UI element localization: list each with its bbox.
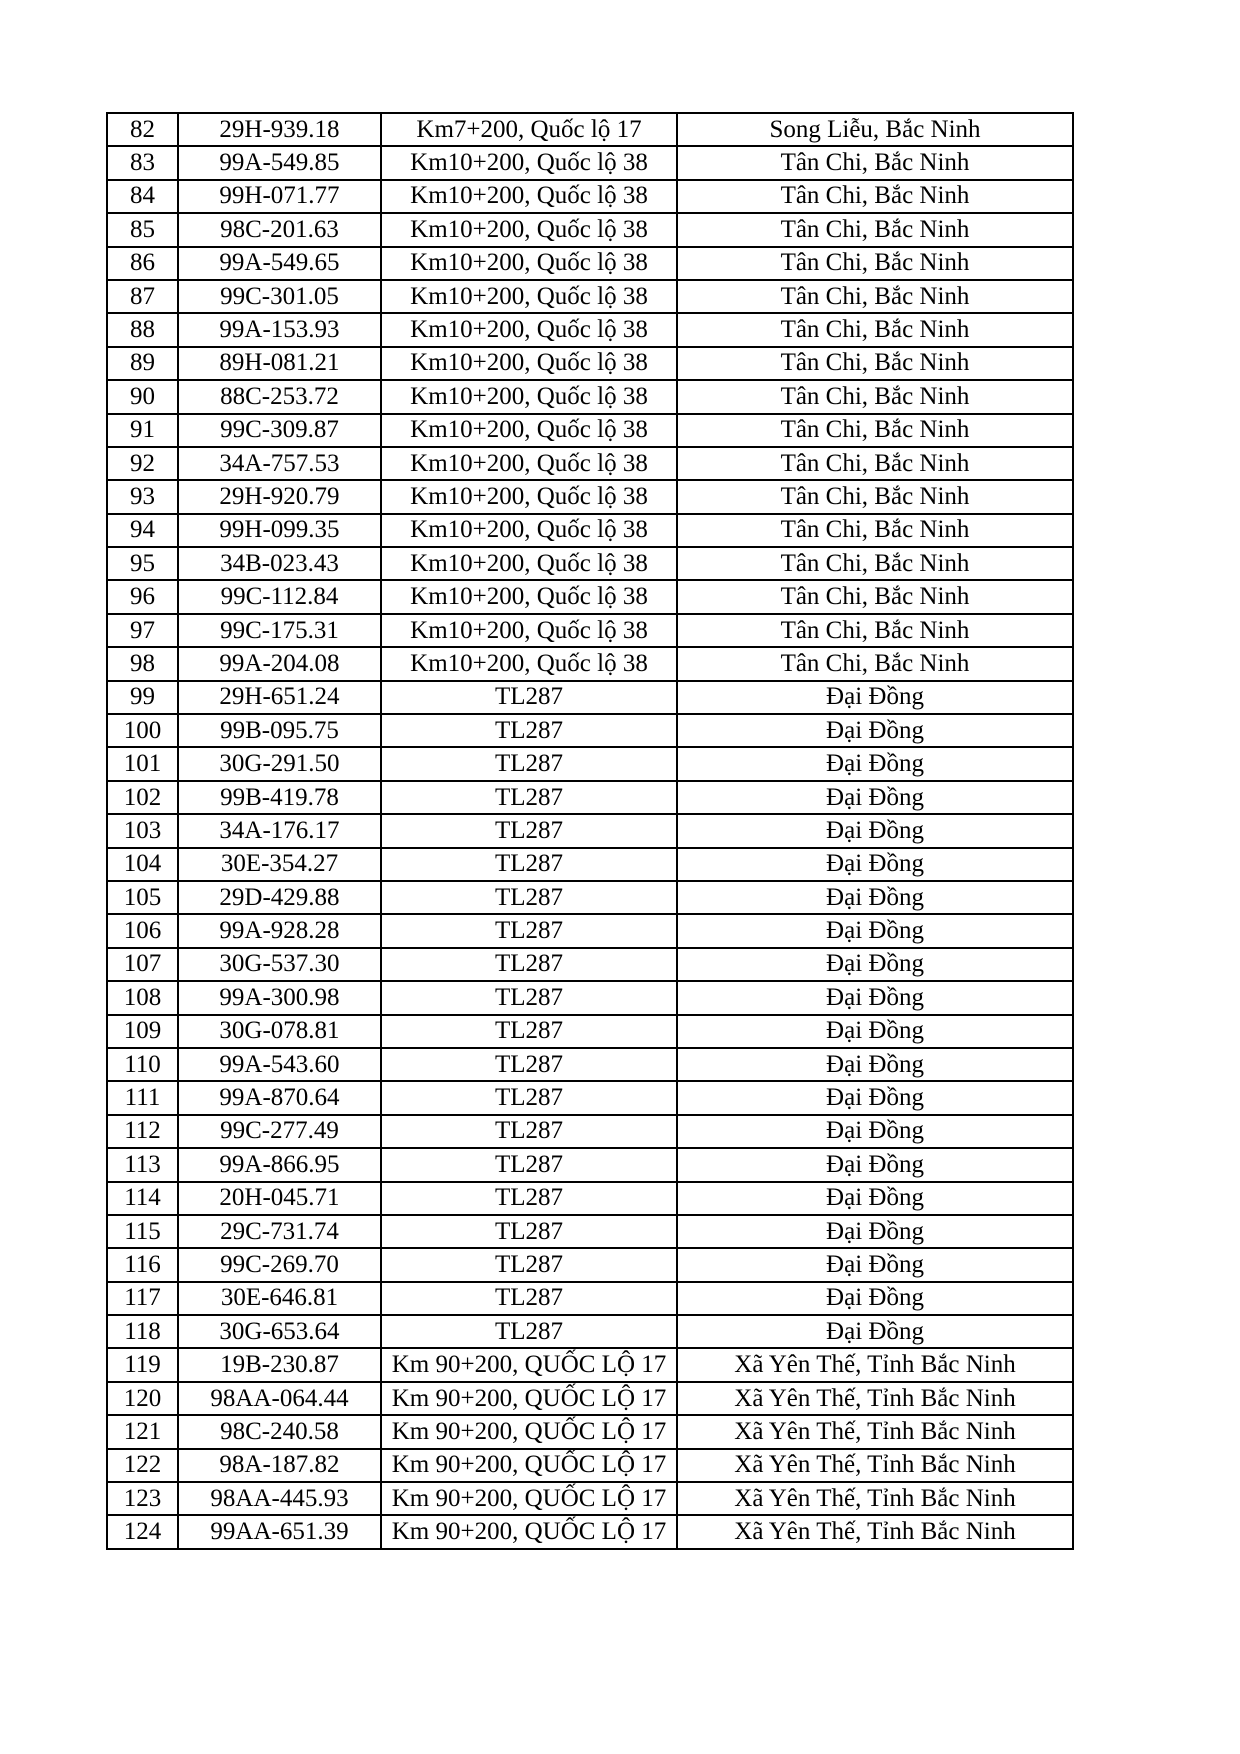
location-cell: TL287 (381, 814, 677, 847)
row-number-cell: 113 (107, 1148, 178, 1181)
row-number-cell: 104 (107, 848, 178, 881)
table-row (107, 1115, 1073, 1148)
table-row (107, 1248, 1073, 1281)
row-number-cell: 94 (107, 514, 178, 547)
license-plate-cell: 99H-099.35 (178, 514, 381, 547)
table-row (107, 1282, 1073, 1315)
location-cell: TL287 (381, 1248, 677, 1281)
unit-cell: Đại Đồng (677, 1015, 1073, 1048)
row-number-cell: 82 (107, 113, 178, 146)
row-number-cell: 86 (107, 247, 178, 280)
row-number-cell: 112 (107, 1115, 178, 1148)
location-cell: TL287 (381, 914, 677, 947)
table-row (107, 213, 1073, 246)
row-number-cell: 92 (107, 447, 178, 480)
row-number-cell: 99 (107, 681, 178, 714)
row-number-cell: 116 (107, 1248, 178, 1281)
table-row (107, 848, 1073, 881)
location-cell: Km10+200, Quốc lộ 38 (381, 514, 677, 547)
license-plate-cell: 29H-651.24 (178, 681, 381, 714)
row-number-cell: 89 (107, 347, 178, 380)
row-number-cell: 111 (107, 1081, 178, 1114)
unit-cell: Tân Chi, Bắc Ninh (677, 647, 1073, 680)
location-cell: TL287 (381, 1282, 677, 1315)
license-plate-cell: 99A-866.95 (178, 1148, 381, 1181)
violation-table-body (107, 113, 1073, 1549)
unit-cell: Tân Chi, Bắc Ninh (677, 614, 1073, 647)
row-number-cell: 110 (107, 1048, 178, 1081)
row-number-cell: 98 (107, 647, 178, 680)
table-row (107, 1148, 1073, 1181)
row-number-cell: 108 (107, 981, 178, 1014)
row-number-cell: 105 (107, 881, 178, 914)
unit-cell: Đại Đồng (677, 881, 1073, 914)
table-row (107, 1449, 1073, 1482)
table-row (107, 146, 1073, 179)
row-number-cell: 118 (107, 1315, 178, 1348)
unit-cell: Xã Yên Thế, Tỉnh Bắc Ninh (677, 1449, 1073, 1482)
location-cell: Km10+200, Quốc lộ 38 (381, 580, 677, 613)
location-cell: TL287 (381, 881, 677, 914)
unit-cell: Đại Đồng (677, 1182, 1073, 1215)
row-number-cell: 88 (107, 313, 178, 346)
table-row (107, 781, 1073, 814)
license-plate-cell: 99A-543.60 (178, 1048, 381, 1081)
unit-cell: Tân Chi, Bắc Ninh (677, 180, 1073, 213)
table-row (107, 681, 1073, 714)
table-row (107, 280, 1073, 313)
table-row (107, 1081, 1073, 1114)
license-plate-cell: 29C-731.74 (178, 1215, 381, 1248)
license-plate-cell: 98C-240.58 (178, 1415, 381, 1448)
unit-cell: Đại Đồng (677, 1048, 1073, 1081)
row-number-cell: 115 (107, 1215, 178, 1248)
license-plate-cell: 34A-757.53 (178, 447, 381, 480)
license-plate-cell: 99A-549.65 (178, 247, 381, 280)
unit-cell: Song Liễu, Bắc Ninh (677, 113, 1073, 146)
license-plate-cell: 30G-078.81 (178, 1015, 381, 1048)
license-plate-cell: 99C-277.49 (178, 1115, 381, 1148)
location-cell: Km10+200, Quốc lộ 38 (381, 247, 677, 280)
location-cell: Km7+200, Quốc lộ 17 (381, 113, 677, 146)
license-plate-cell: 98C-201.63 (178, 213, 381, 246)
table-row (107, 914, 1073, 947)
table-row (107, 414, 1073, 447)
unit-cell: Đại Đồng (677, 1215, 1073, 1248)
unit-cell: Xã Yên Thế, Tỉnh Bắc Ninh (677, 1382, 1073, 1415)
row-number-cell: 84 (107, 180, 178, 213)
license-plate-cell: 98AA-445.93 (178, 1482, 381, 1515)
table-row (107, 981, 1073, 1014)
table-row (107, 1482, 1073, 1515)
location-cell: TL287 (381, 848, 677, 881)
license-plate-cell: 99C-112.84 (178, 580, 381, 613)
license-plate-cell: 99AA-651.39 (178, 1515, 381, 1548)
unit-cell: Đại Đồng (677, 948, 1073, 981)
violation-table (106, 112, 1074, 1550)
location-cell: Km10+200, Quốc lộ 38 (381, 146, 677, 179)
row-number-cell: 93 (107, 480, 178, 513)
location-cell: Km10+200, Quốc lộ 38 (381, 380, 677, 413)
license-plate-cell: 88C-253.72 (178, 380, 381, 413)
table-row (107, 380, 1073, 413)
license-plate-cell: 99A-928.28 (178, 914, 381, 947)
license-plate-cell: 99C-175.31 (178, 614, 381, 647)
row-number-cell: 95 (107, 547, 178, 580)
table-row (107, 1348, 1073, 1381)
location-cell: Km10+200, Quốc lộ 38 (381, 347, 677, 380)
unit-cell: Đại Đồng (677, 1315, 1073, 1348)
row-number-cell: 114 (107, 1182, 178, 1215)
table-row (107, 1515, 1073, 1548)
location-cell: TL287 (381, 1048, 677, 1081)
unit-cell: Tân Chi, Bắc Ninh (677, 547, 1073, 580)
license-plate-cell: 98A-187.82 (178, 1449, 381, 1482)
license-plate-cell: 99A-153.93 (178, 313, 381, 346)
location-cell: TL287 (381, 781, 677, 814)
location-cell: Km 90+200, QUỐC LỘ 17 (381, 1482, 677, 1515)
unit-cell: Đại Đồng (677, 981, 1073, 1014)
unit-cell: Xã Yên Thế, Tỉnh Bắc Ninh (677, 1515, 1073, 1548)
location-cell: Km 90+200, QUỐC LỘ 17 (381, 1382, 677, 1415)
unit-cell: Xã Yên Thế, Tỉnh Bắc Ninh (677, 1482, 1073, 1515)
table-row (107, 247, 1073, 280)
unit-cell: Đại Đồng (677, 1248, 1073, 1281)
location-cell: TL287 (381, 1015, 677, 1048)
table-row (107, 948, 1073, 981)
unit-cell: Đại Đồng (677, 747, 1073, 780)
license-plate-cell: 29D-429.88 (178, 881, 381, 914)
table-row (107, 514, 1073, 547)
location-cell: Km10+200, Quốc lộ 38 (381, 280, 677, 313)
license-plate-cell: 99H-071.77 (178, 180, 381, 213)
unit-cell: Tân Chi, Bắc Ninh (677, 347, 1073, 380)
table-row (107, 1215, 1073, 1248)
unit-cell: Đại Đồng (677, 814, 1073, 847)
row-number-cell: 106 (107, 914, 178, 947)
table-row (107, 547, 1073, 580)
location-cell: Km 90+200, QUỐC LỘ 17 (381, 1449, 677, 1482)
row-number-cell: 91 (107, 414, 178, 447)
row-number-cell: 121 (107, 1415, 178, 1448)
location-cell: Km10+200, Quốc lộ 38 (381, 647, 677, 680)
license-plate-cell: 20H-045.71 (178, 1182, 381, 1215)
unit-cell: Tân Chi, Bắc Ninh (677, 280, 1073, 313)
license-plate-cell: 34A-176.17 (178, 814, 381, 847)
license-plate-cell: 99C-309.87 (178, 414, 381, 447)
unit-cell: Tân Chi, Bắc Ninh (677, 146, 1073, 179)
row-number-cell: 96 (107, 580, 178, 613)
location-cell: TL287 (381, 747, 677, 780)
row-number-cell: 107 (107, 948, 178, 981)
unit-cell: Tân Chi, Bắc Ninh (677, 380, 1073, 413)
license-plate-cell: 30E-646.81 (178, 1282, 381, 1315)
unit-cell: Đại Đồng (677, 1148, 1073, 1181)
license-plate-cell: 34B-023.43 (178, 547, 381, 580)
license-plate-cell: 19B-230.87 (178, 1348, 381, 1381)
table-row (107, 480, 1073, 513)
table-row (107, 714, 1073, 747)
row-number-cell: 117 (107, 1282, 178, 1315)
license-plate-cell: 99A-204.08 (178, 647, 381, 680)
location-cell: Km 90+200, QUỐC LỘ 17 (381, 1348, 677, 1381)
table-row (107, 1182, 1073, 1215)
location-cell: TL287 (381, 1148, 677, 1181)
row-number-cell: 85 (107, 213, 178, 246)
table-row (107, 313, 1073, 346)
location-cell: Km10+200, Quốc lộ 38 (381, 447, 677, 480)
table-row (107, 814, 1073, 847)
license-plate-cell: 98AA-064.44 (178, 1382, 381, 1415)
row-number-cell: 122 (107, 1449, 178, 1482)
license-plate-cell: 99A-870.64 (178, 1081, 381, 1114)
license-plate-cell: 30G-537.30 (178, 948, 381, 981)
location-cell: TL287 (381, 948, 677, 981)
unit-cell: Tân Chi, Bắc Ninh (677, 447, 1073, 480)
row-number-cell: 101 (107, 747, 178, 780)
table-row (107, 180, 1073, 213)
table-row (107, 580, 1073, 613)
table-row (107, 447, 1073, 480)
unit-cell: Đại Đồng (677, 714, 1073, 747)
location-cell: TL287 (381, 681, 677, 714)
unit-cell: Đại Đồng (677, 781, 1073, 814)
table-row (107, 113, 1073, 146)
location-cell: Km10+200, Quốc lộ 38 (381, 180, 677, 213)
unit-cell: Đại Đồng (677, 848, 1073, 881)
row-number-cell: 124 (107, 1515, 178, 1548)
unit-cell: Tân Chi, Bắc Ninh (677, 414, 1073, 447)
unit-cell: Tân Chi, Bắc Ninh (677, 480, 1073, 513)
table-row (107, 1315, 1073, 1348)
row-number-cell: 109 (107, 1015, 178, 1048)
unit-cell: Đại Đồng (677, 681, 1073, 714)
location-cell: Km10+200, Quốc lộ 38 (381, 547, 677, 580)
license-plate-cell: 29H-939.18 (178, 113, 381, 146)
unit-cell: Tân Chi, Bắc Ninh (677, 213, 1073, 246)
location-cell: Km 90+200, QUỐC LỘ 17 (381, 1515, 677, 1548)
table-row (107, 347, 1073, 380)
unit-cell: Đại Đồng (677, 1282, 1073, 1315)
license-plate-cell: 30G-291.50 (178, 747, 381, 780)
row-number-cell: 123 (107, 1482, 178, 1515)
unit-cell: Tân Chi, Bắc Ninh (677, 580, 1073, 613)
location-cell: TL287 (381, 1081, 677, 1114)
location-cell: Km10+200, Quốc lộ 38 (381, 614, 677, 647)
license-plate-cell: 29H-920.79 (178, 480, 381, 513)
row-number-cell: 97 (107, 614, 178, 647)
license-plate-cell: 99B-095.75 (178, 714, 381, 747)
unit-cell: Tân Chi, Bắc Ninh (677, 514, 1073, 547)
license-plate-cell: 30G-653.64 (178, 1315, 381, 1348)
table-row (107, 747, 1073, 780)
location-cell: TL287 (381, 1115, 677, 1148)
unit-cell: Xã Yên Thế, Tỉnh Bắc Ninh (677, 1415, 1073, 1448)
table-row (107, 1382, 1073, 1415)
row-number-cell: 102 (107, 781, 178, 814)
row-number-cell: 120 (107, 1382, 178, 1415)
location-cell: TL287 (381, 1315, 677, 1348)
license-plate-cell: 99A-549.85 (178, 146, 381, 179)
location-cell: Km10+200, Quốc lộ 38 (381, 313, 677, 346)
location-cell: TL287 (381, 1182, 677, 1215)
table-row (107, 614, 1073, 647)
location-cell: TL287 (381, 1215, 677, 1248)
location-cell: Km10+200, Quốc lộ 38 (381, 414, 677, 447)
unit-cell: Đại Đồng (677, 914, 1073, 947)
unit-cell: Tân Chi, Bắc Ninh (677, 313, 1073, 346)
license-plate-cell: 99A-300.98 (178, 981, 381, 1014)
table-row (107, 1015, 1073, 1048)
row-number-cell: 100 (107, 714, 178, 747)
table-row (107, 881, 1073, 914)
row-number-cell: 103 (107, 814, 178, 847)
location-cell: TL287 (381, 714, 677, 747)
table-row (107, 1415, 1073, 1448)
table-row (107, 647, 1073, 680)
license-plate-cell: 30E-354.27 (178, 848, 381, 881)
location-cell: TL287 (381, 981, 677, 1014)
location-cell: Km 90+200, QUỐC LỘ 17 (381, 1415, 677, 1448)
license-plate-cell: 89H-081.21 (178, 347, 381, 380)
row-number-cell: 83 (107, 146, 178, 179)
unit-cell: Tân Chi, Bắc Ninh (677, 247, 1073, 280)
license-plate-cell: 99C-301.05 (178, 280, 381, 313)
row-number-cell: 90 (107, 380, 178, 413)
license-plate-cell: 99C-269.70 (178, 1248, 381, 1281)
row-number-cell: 87 (107, 280, 178, 313)
unit-cell: Đại Đồng (677, 1115, 1073, 1148)
unit-cell: Xã Yên Thế, Tỉnh Bắc Ninh (677, 1348, 1073, 1381)
table-row (107, 1048, 1073, 1081)
unit-cell: Đại Đồng (677, 1081, 1073, 1114)
location-cell: Km10+200, Quốc lộ 38 (381, 480, 677, 513)
location-cell: Km10+200, Quốc lộ 38 (381, 213, 677, 246)
row-number-cell: 119 (107, 1348, 178, 1381)
license-plate-cell: 99B-419.78 (178, 781, 381, 814)
